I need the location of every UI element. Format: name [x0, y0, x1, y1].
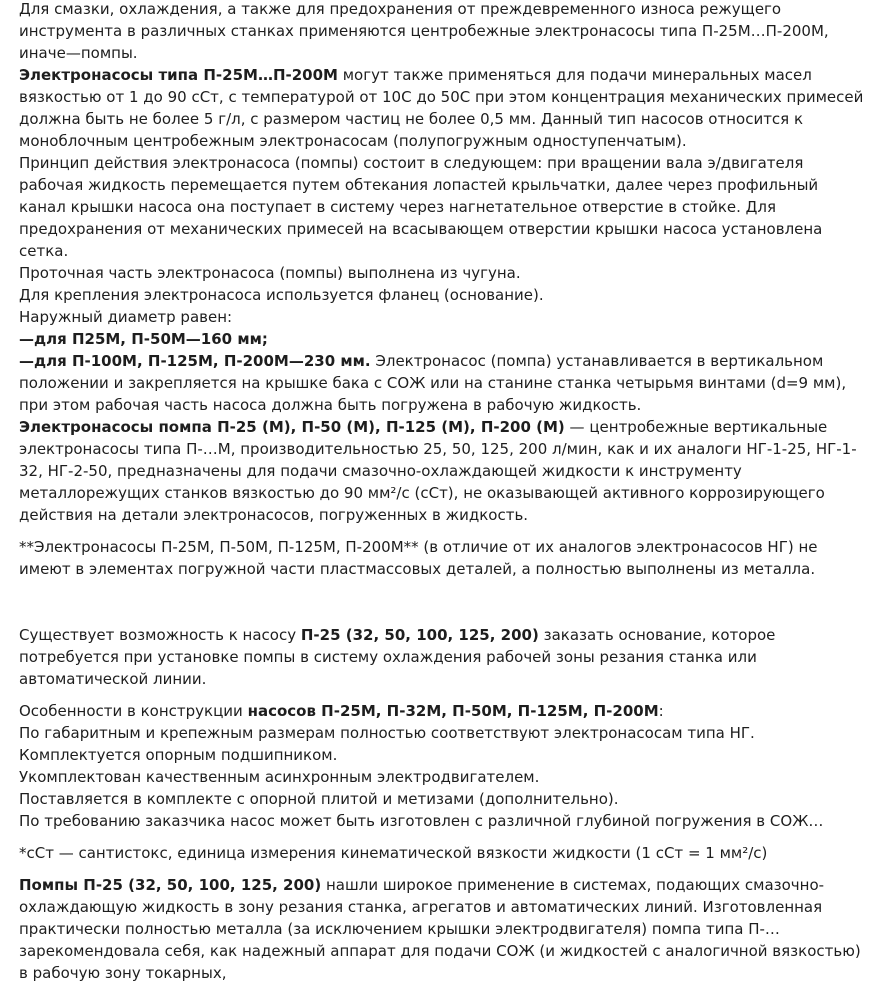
- bold-text: Электронасосы помпа П-25 (М), П-50 (М), П-125 (М), П-200 (М): [19, 418, 565, 436]
- feature-motor: Укомплектован качественным асинхронным электродвигателем.: [19, 768, 540, 786]
- paragraph-text: :: [658, 702, 664, 720]
- feature-immersion-depth: По требованию заказчика насос может быть изготовлен с различной глубиной погружения в СОЖ…: [19, 812, 824, 830]
- paragraph-diameter-large: [19, 350, 864, 416]
- bold-text: Помпы П-25 (32, 50, 100, 125, 200): [19, 876, 322, 894]
- paragraph-pump-types: [19, 416, 864, 526]
- feature-bearing: Комплектуется опорным подшипником.: [19, 746, 338, 764]
- paragraph-text: нашли широкое применение в системах, подающих смазочно-охлаждающую жидкость в зону резания станка, агрегатов и автоматических линий. Изготовленная практически полностью металла (за исключением крышки электродвигателя) помпа типа П-… зарекомендовала себя, как надежный аппарат для подачи СОЖ (и жидкостей с аналогичной вязкостью) в рабочую зону токарных,: [19, 876, 861, 982]
- paragraph-flange: Для крепления электронасоса используется фланец (основание).: [19, 286, 544, 304]
- paragraph-application: [19, 874, 864, 984]
- paragraph-metal-parts: **Электронасосы П-25М, П-50М, П-125М, П-200М** (в отличие от их аналогов электронасосов НГ) не имеют в элементах погружной части пластмассовых деталей, а полностью выполнены из металла.: [19, 538, 818, 578]
- paragraph-operating-principle: Принцип действия электронасоса (помпы) состоит в следующем: при вращении вала э/двигателя рабочая жидкость перемещается путем обтекания лопастей крыльчатки, далее через профильный канал крышки насоса она поступает в систему через нагнетательное отверстие в стойке. Для предохранения от механических примесей на всасывающем отверстии крышки насоса установлена сетка.: [19, 154, 823, 260]
- bold-text: —для П-100М, П-125М, П-200М—230 мм.: [19, 352, 371, 370]
- paragraph-design-features: [19, 700, 864, 722]
- paragraph-text: могут также применяться для подачи минеральных масел вязкостью от 1 до 90 сСт, с температурой от 10С до 50С при этом концентрация механических примесей должна быть не более 5 г/л, с размером частиц не более 0,5 мм. Данный тип насосов относится к моноблочным центробежным электронасосам (полупогружным одноступенчатым).: [19, 66, 864, 150]
- paragraph-text: — центробежные вертикальные электронасосы типа П-…М, производительностью 25, 50, 125, 200 л/мин, как и их аналоги НГ-1-25, НГ-1-32, НГ-2-50, предназначены для подачи смазочно-охлаждающей жидкости к инструменту металлорежущих станков вязкостью до 90 мм²/с (сСт), не оказывающей активного коррозирующего действия на детали электронасосов, погруженных в жидкость.: [19, 418, 857, 524]
- footnote-cst: *сСт — сантистокс, единица измерения кинематической вязкости жидкости (1 сСт = 1 мм²/с): [19, 844, 768, 862]
- bold-text: П-25 (32, 50, 100, 125, 200): [300, 626, 539, 644]
- paragraph-text: Электронасос (помпа) устанавливается в вертикальном положении и закрепляется на крышке бака с СОЖ или на станине станка четырьмя винтами (d=9 мм), при этом рабочая часть насоса должна быть погружена в рабочую жидкость.: [19, 352, 847, 414]
- paragraph-intro: Для смазки, охлаждения, а также для предохранения от преждевременного износа режущего инструмента в различных станках применяются центробежные электронасосы типа П-25М…П-200М, иначе—помпы.: [19, 0, 829, 62]
- paragraph-diameter-small: —для П25М, П-50М—160 мм;: [19, 330, 268, 348]
- feature-dimensions: По габаритным и крепежным размерам полностью соответствуют электронасосам типа НГ.: [19, 724, 755, 742]
- paragraph-text: заказать основание, которое потребуется при установке помпы в систему охлаждения рабочей зоны резания станка или автоматической линии.: [19, 626, 776, 688]
- article-body: [19, 0, 864, 984]
- bold-text: насосов П-25М, П-32М, П-50М, П-125М, П-200М: [247, 702, 659, 720]
- paragraph-text: Особенности в конструкции: [19, 702, 248, 720]
- bold-text: Электронасосы типа П-25М…П-200М: [19, 66, 338, 84]
- paragraph-base-order: [19, 624, 864, 690]
- paragraph-pump-usage: [19, 64, 864, 152]
- paragraph-text: Существует возможность к насосу: [19, 626, 301, 644]
- paragraph-diameter: Наружный диаметр равен:: [19, 308, 233, 326]
- feature-plate: Поставляется в комплекте с опорной плитой и метизами (дополнительно).: [19, 790, 619, 808]
- paragraph-material: Проточная часть электронасоса (помпы) выполнена из чугуна.: [19, 264, 521, 282]
